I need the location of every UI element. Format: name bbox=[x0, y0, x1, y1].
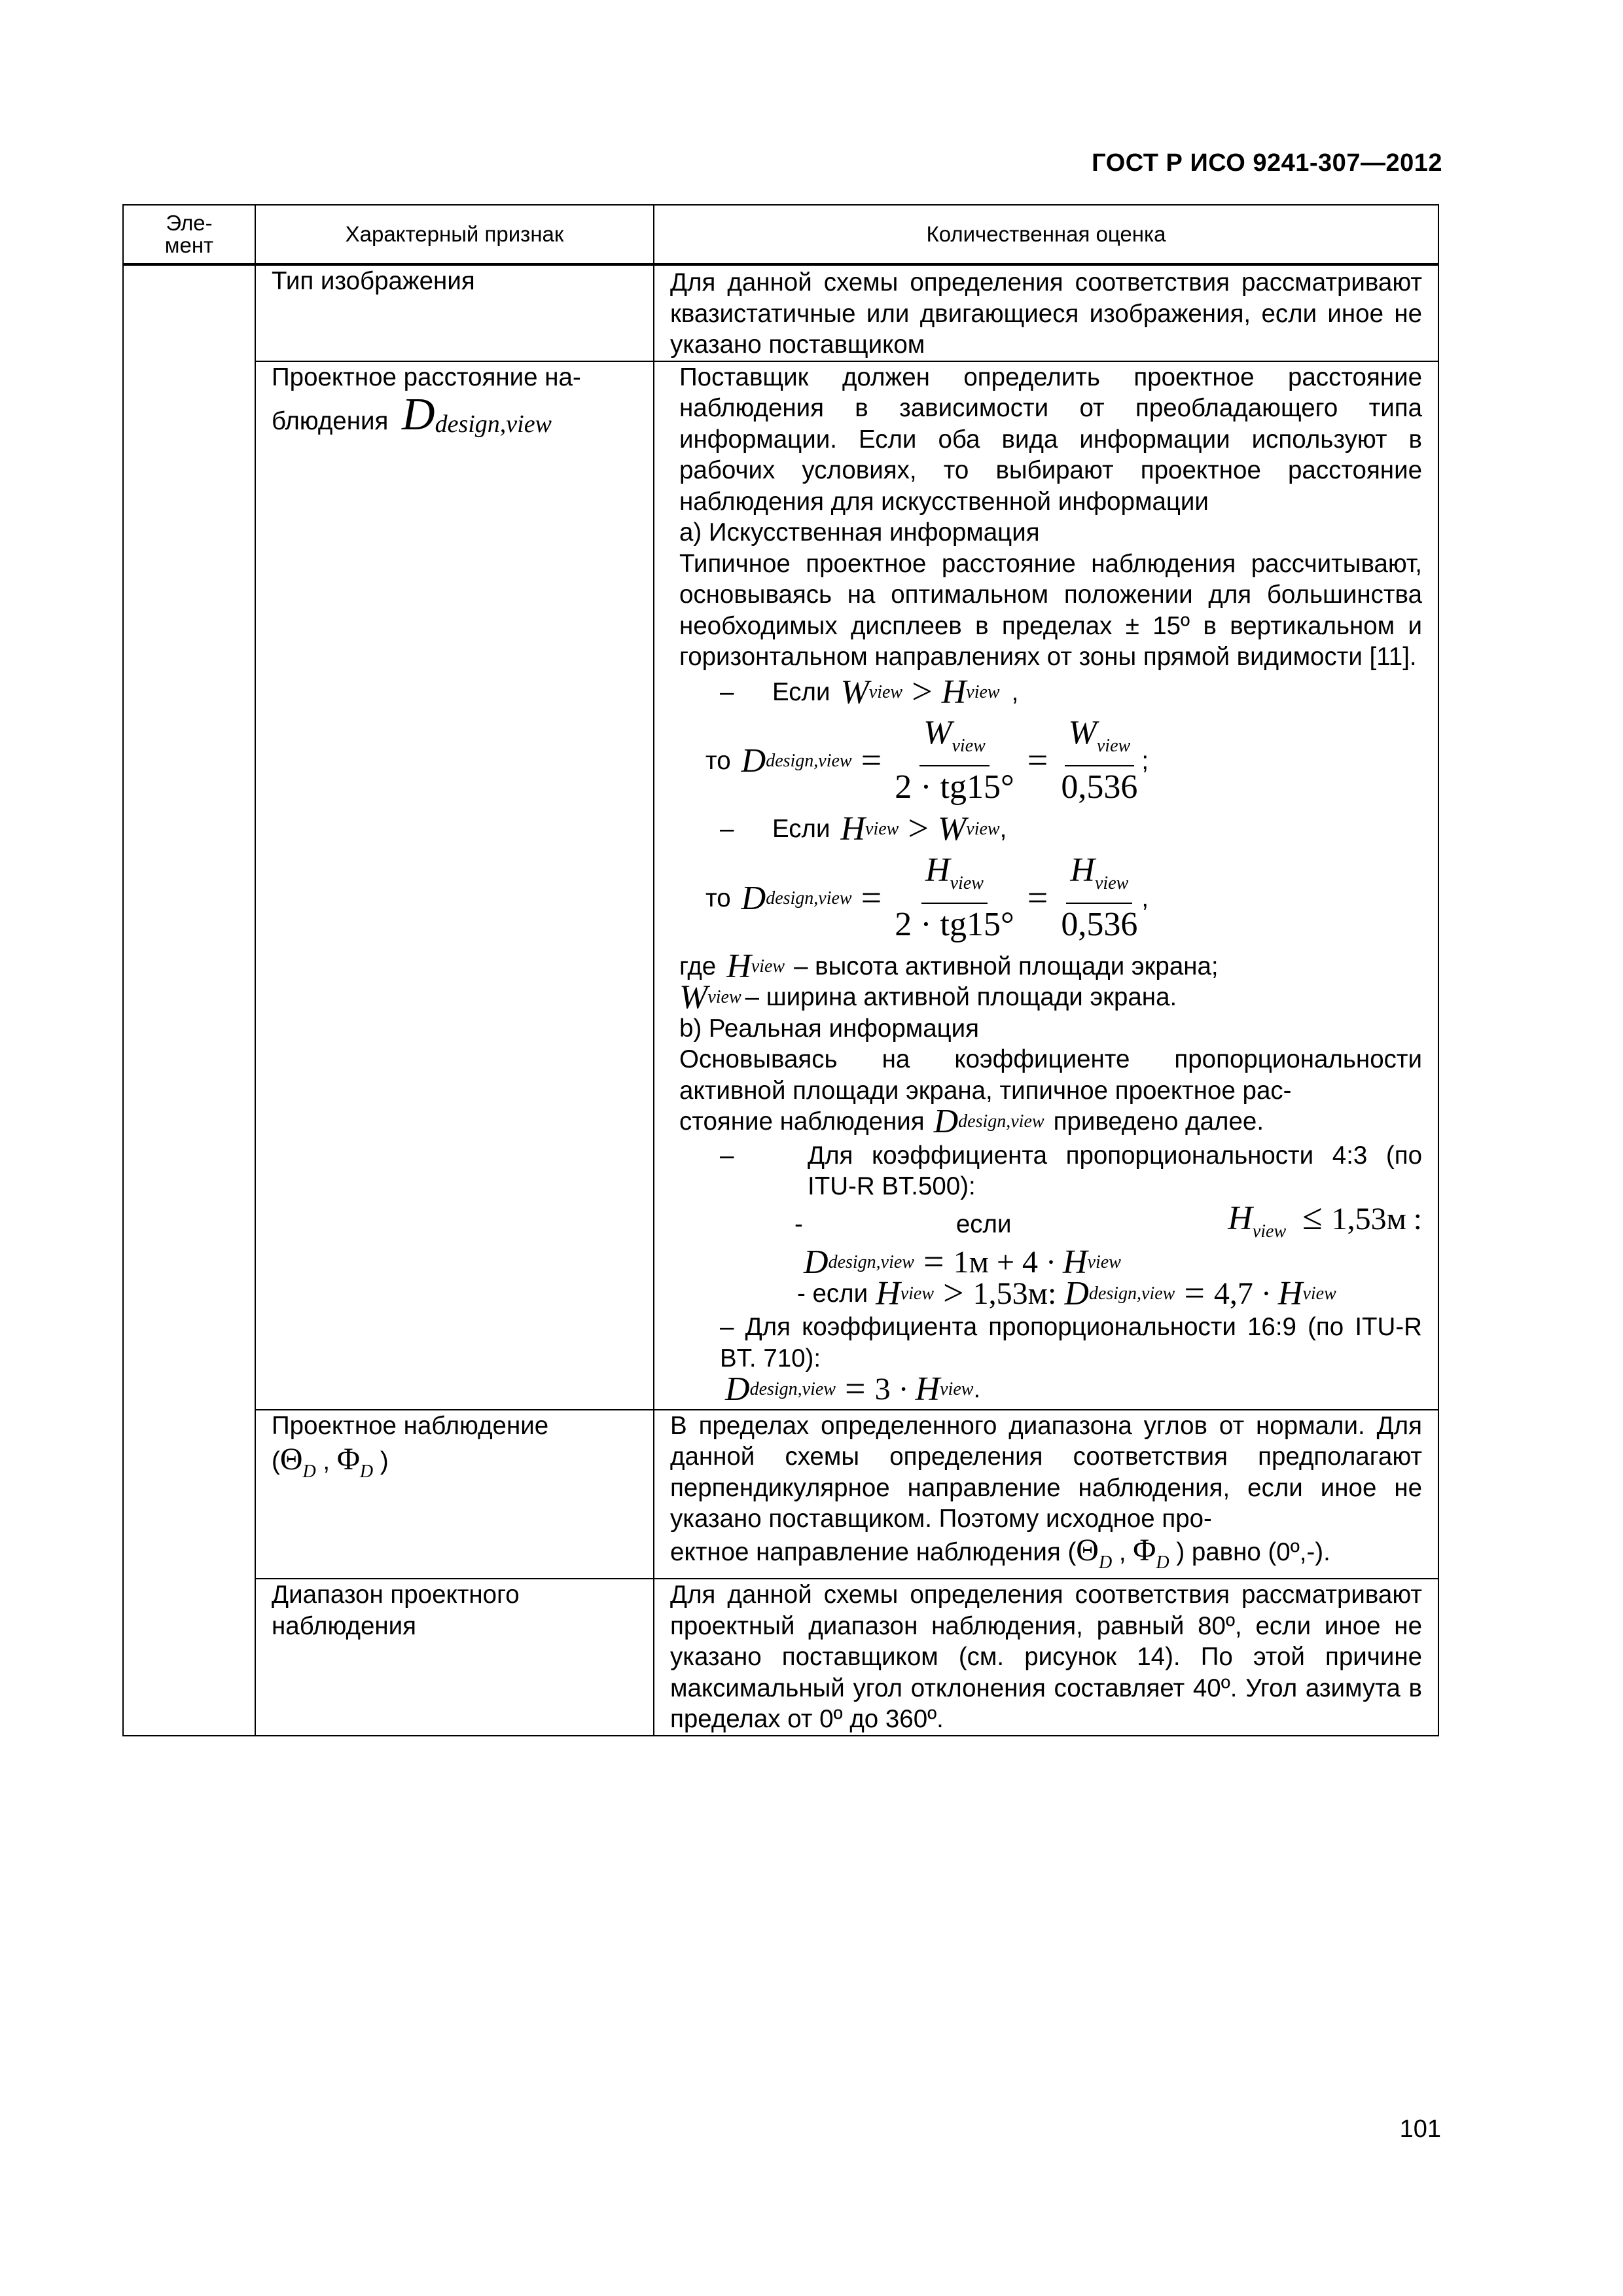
assessment-cell: Для данной схемы определения соответствия рассматривают проектный диапазон наблюдения, равный 80º, если иное не указано поставщиком (см. рисунок 14). По этой причине максимальный угол отклонения составляет 40º. Угол азимута в пределах от 0º до 360º. bbox=[654, 1579, 1438, 1736]
header-element: Эле- мент bbox=[123, 205, 255, 264]
paragraph-tail: ектное направление наблюдения ($\Theta_D$ , $\Phi_D$ ) равно (0º,-). bbox=[670, 1532, 1330, 1573]
header-feature: Характерный признак bbox=[255, 205, 654, 264]
paragraph: Типичное проектное расстояние наблюдения рассчитывают, основываясь на оптимальном положении для большинства необходимых дисплеев в пределах ± 15º в вертикальном и горизонтальном направлениях от зоны прямой видимости [11]. bbox=[679, 549, 1422, 671]
paragraph-tail: стояние наблюдения D design,view приведено далее. bbox=[679, 1103, 1264, 1140]
paragraph: Основываясь на коэффициенте пропорциональности активной площади экрана, типичное проектное рас- bbox=[679, 1045, 1422, 1105]
formula: то D design,view = $\frac{H_{view}}{2 \cdot tg15^\circ}$ = $\frac{H_{view}}{0,536}$ , bbox=[705, 851, 1149, 943]
table-row bbox=[123, 264, 1438, 361]
document-id: ГОСТ Р ИСО 9241-307—2012 bbox=[1092, 149, 1442, 177]
feature-text: Проектное расстояние на- bbox=[272, 363, 581, 391]
assessment-cell bbox=[654, 1410, 1438, 1579]
subheading: b) Реальная информация bbox=[679, 1014, 980, 1043]
feature-cell: Тип изображения bbox=[255, 264, 654, 361]
feature-cell bbox=[255, 361, 654, 1410]
definition-line: W view – ширина активной площади экрана. bbox=[679, 978, 1177, 1016]
element-cell bbox=[123, 264, 255, 1736]
table-row bbox=[123, 361, 1438, 1410]
condition-line: – Если H view > W view , bbox=[720, 808, 1007, 849]
subheading: a) Искусственная информация bbox=[679, 518, 1040, 547]
list-item: – Для коэффициента пропорциональности 4:3 (по ITU-R BT.500): bbox=[720, 1141, 1422, 1200]
list-item: – Для коэффициента пропорциональности 16:9 (по ITU-R BT. 710): bbox=[720, 1313, 1422, 1372]
table-row bbox=[123, 1410, 1438, 1579]
formula: D design,view = 3 · H view . bbox=[725, 1369, 981, 1409]
header-assessment: Количественная оценка bbox=[654, 205, 1438, 264]
feature-text: блюдения Ddesign,view bbox=[272, 389, 552, 440]
paragraph: В пределах определенного диапазона углов от нормали. Для данной схемы определения соответствия предполагают перпендикулярное направление наблюдения, если иное не указано поставщиком. Поэтому исходное про- bbox=[670, 1411, 1422, 1533]
paragraph: Поставщик должен определить проектное расстояние наблюдения в зависимости от преобладающего типа информации. Если оба вида информации используют в рабочих условиях, то выбирают проектное расстояние наблюдения для искусственной информации bbox=[679, 363, 1422, 516]
formula: - если H view > 1,53м : D design,view = 4,7 · H view bbox=[797, 1272, 1336, 1314]
condition-line: – Если W view > H view , bbox=[720, 671, 1019, 712]
feature-cell: Диапазон проектного наблюдения bbox=[255, 1579, 654, 1736]
feature-cell: Проектное наблюдение ($\Theta_D$ , $\Phi_D$ ) bbox=[255, 1410, 654, 1579]
formula: D design,view = 1м + 4 · H view bbox=[804, 1242, 1121, 1282]
table-row bbox=[123, 1579, 1438, 1736]
formula: то D design,view = $\frac{W_{view}}{2 \cdot tg15^\circ}$ = $\frac{W_{view}}{0,536}$ ; bbox=[705, 714, 1149, 806]
table-header-row bbox=[123, 205, 1438, 264]
page-number: 101 bbox=[1399, 2115, 1441, 2143]
definition-line: где H view – высота активной площади экрана; bbox=[679, 947, 1219, 985]
assessment-cell bbox=[654, 361, 1438, 1410]
assessment-table bbox=[122, 204, 1439, 1736]
assessment-cell: Для данной схемы определения соответствия рассматривают квазистатичные или двигающиеся изображения, если иное не указано поставщиком bbox=[654, 264, 1438, 361]
condition-line: - если $H_{view} \le 1,53м$ : bbox=[794, 1196, 1422, 1242]
